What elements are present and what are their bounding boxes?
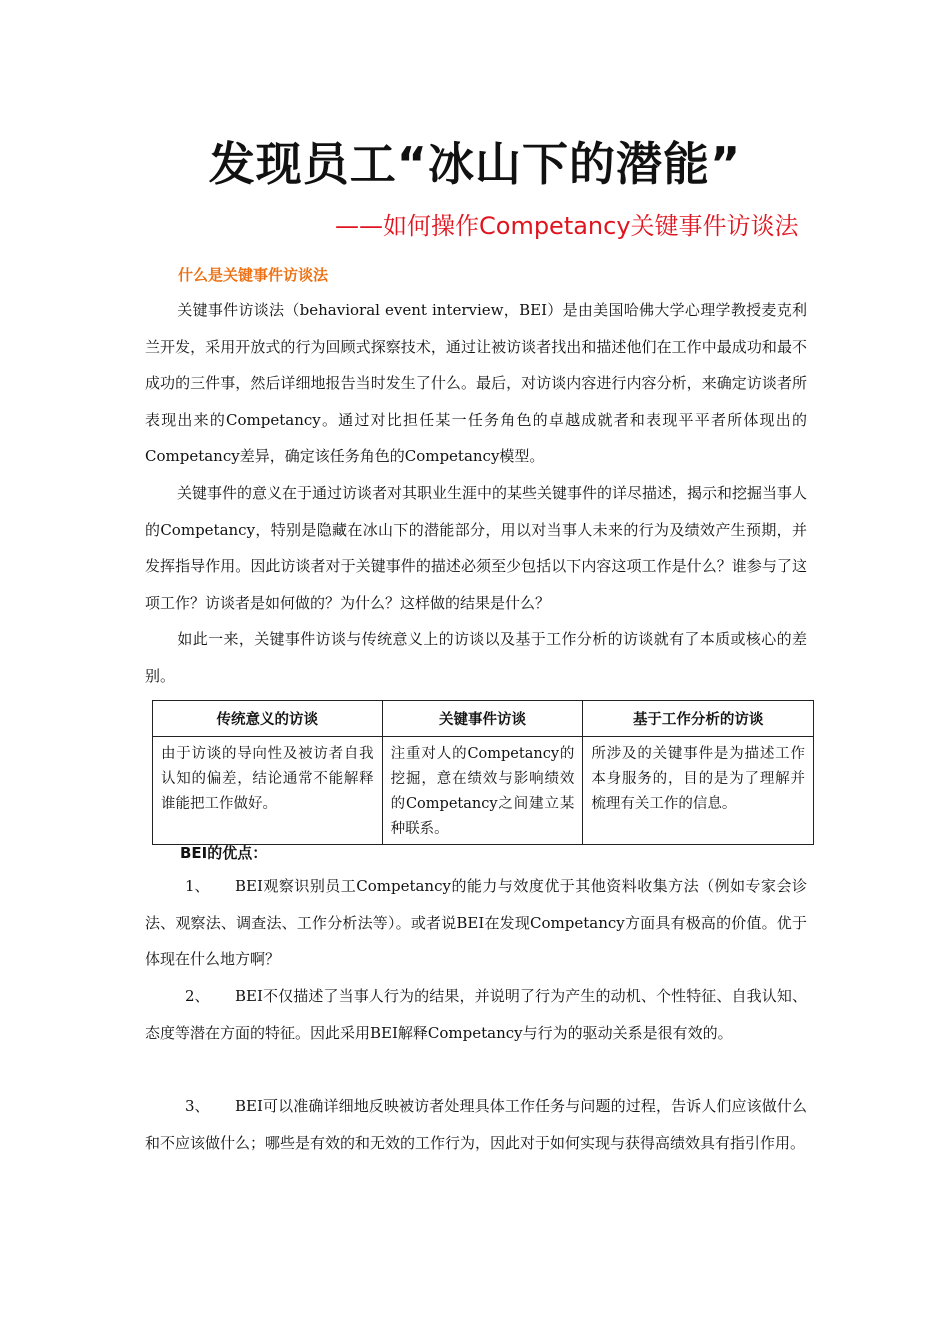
advantage-item [145,978,807,1051]
table-cell: 注重对人的Competancy的挖掘，意在绩效与影响绩效的Competancy之间建立某种联系。 [382,737,583,845]
advantage-text: BEI观察识别员工Competancy的能力与效度优于其他资料收集方法（例如专家会诊法、观察法、调查法、工作分析法等）。或者说BEI在发现Competancy方面具有极高的价值。优于体现在什么地方啊？ [145,877,807,968]
table-header-cell: 基于工作分析的访谈 [583,701,814,737]
table-header-row [153,701,814,737]
section-heading: 什么是关键事件访谈法 [178,266,329,284]
advantage-text: BEI可以准确详细地反映被访者处理具体工作任务与问题的过程，告诉人们应该做什么和不应该做什么；哪些是有效的和无效的工作行为，因此对于如何实现与获得高绩效具有指引作用。 [145,1097,807,1152]
paragraph-difference [145,621,807,694]
paragraph-intro [145,292,807,475]
page-subtitle: ——如何操作Competancy关键事件访谈法 [335,212,799,240]
paragraph-intro-text: 关键事件访谈法（behavioral event interview，BEI）是由美国哈佛大学心理学教授麦克利兰开发，采用开放式的行为回顾式探察技术，通过让被访谈者找出和描述他们在工作中最成功和最不成功的三件事，然后详细地报告当时发生了什么。最后，对访谈内容进行内容分析，来确定访谈者所表现出来的Competancy。通过对比担任某一任务角色的卓越成就者和表现平平者所体现出的Competancy差异，确定该任务角色的Competancy模型。 [145,301,807,465]
advantage-item [145,1088,807,1161]
table-cell: 所涉及的关键事件是为描述工作本身服务的，目的是为了理解并梳理有关工作的信息。 [583,737,814,845]
paragraph-meaning [145,475,807,621]
paragraph-meaning-text: 关键事件的意义在于通过访谈者对其职业生涯中的某些关键事件的详尽描述，揭示和挖掘当事人的Competancy，特别是隐藏在冰山下的潜能部分，用以对当事人未来的行为及绩效产生预期，并发挥指导作用。因此访谈者对于关键事件的描述必须至少包括以下内容这项工作是什么？谁参与了这项工作？访谈者是如何做的？为什么？这样做的结果是什么？ [145,484,808,612]
table-row [153,737,814,845]
comparison-table [152,700,814,845]
table-header-cell: 关键事件访谈 [382,701,583,737]
advantage-number: 1、 [185,877,210,895]
advantage-number: 2、 [185,987,210,1005]
table-cell: 由于访谈的导向性及被访者自我认知的偏差，结论通常不能解释谁能把工作做好。 [153,737,383,845]
paragraph-difference-text: 如此一来，关键事件访谈与传统意义上的访谈以及基于工作分析的访谈就有了本质或核心的差别。 [145,630,807,685]
advantages-heading: BEI的优点： [180,844,268,862]
table-header-cell: 传统意义的访谈 [153,701,383,737]
advantage-item [145,868,807,978]
advantage-number: 3、 [185,1097,210,1115]
advantage-text: BEI不仅描述了当事人行为的结果，并说明了行为产生的动机、个性特征、自我认知、态度等潜在方面的特征。因此采用BEI解释Competancy与行为的驱动关系是很有效的。 [145,987,807,1042]
page-title: 发现员工“冰山下的潜能” [208,137,742,191]
